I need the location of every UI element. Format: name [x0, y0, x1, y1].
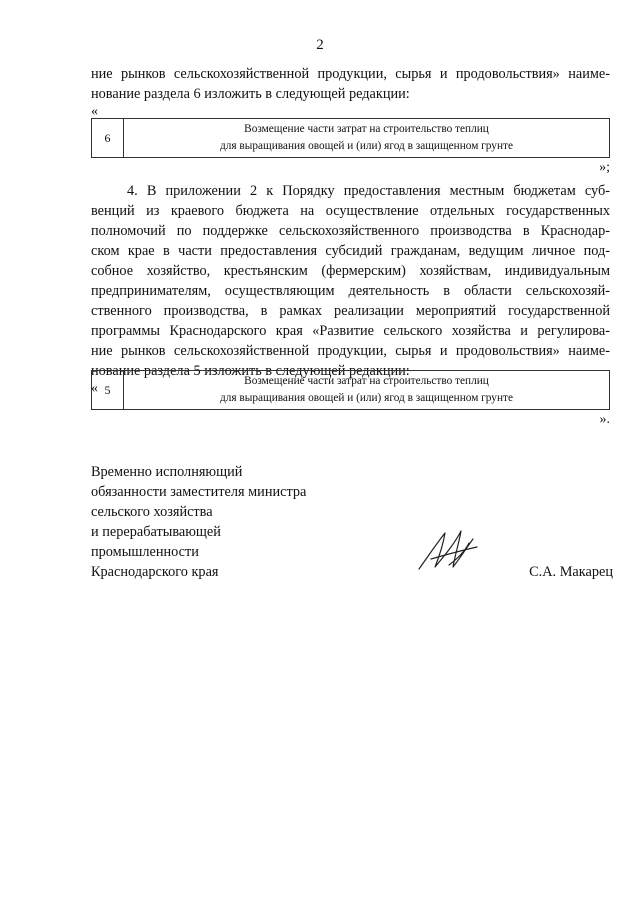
signatory-line-2: обязанности заместителя министра	[91, 484, 307, 500]
close-quote-2: ».	[599, 412, 610, 427]
para2-line-9: ние рынков сельскохозяйственной продукции, сырья и продовольствия» наиме-	[91, 343, 610, 359]
para2-line-1: 4. В приложении 2 к Порядку предоставления местным бюджетам суб-	[127, 183, 610, 199]
signatory-line-6: Краснодарского края	[91, 564, 219, 580]
table1-section-title	[124, 119, 610, 158]
para2-line-8: программы Краснодарского края «Развитие сельского хозяйства и регулирова-	[91, 323, 610, 339]
signatory-line-5: промышленности	[91, 544, 199, 560]
close-quote-1: »;	[599, 160, 610, 175]
section-table-6	[91, 118, 610, 158]
para1-line-1: ние рынков сельскохозяйственной продукции, сырья и продовольствия» наиме-	[91, 66, 610, 82]
page-number: 2	[316, 37, 324, 53]
signatory-line-1: Временно исполняющий	[91, 464, 243, 480]
table2-title-line-2: для выращивания овощей и (или) ягод в защищенном грунте	[220, 392, 513, 404]
para1-line-2: нование раздела 6 изложить в следующей редакции:	[91, 86, 410, 102]
table2-section-number: 5	[92, 371, 124, 410]
table2-section-title	[124, 371, 610, 410]
signer-name: С.А. Макарец	[529, 564, 613, 580]
open-quote-1: «	[91, 104, 98, 119]
section-table-5	[91, 370, 610, 410]
table2-title-line-1: Возмещение части затрат на строительство теплиц	[244, 375, 489, 387]
para2-line-7: ственного производства, в рамках реализации мероприятий государственной	[91, 303, 610, 319]
table1-title-line-2: для выращивания овощей и (или) ягод в защищенном грунте	[220, 140, 513, 152]
table1-title-line-1: Возмещение части затрат на строительство теплиц	[244, 123, 489, 135]
para2-line-2: венций из краевого бюджета на осуществление отдельных государственных	[91, 203, 610, 219]
signatory-line-4: и перерабатывающей	[91, 524, 221, 540]
signatory-line-3: сельского хозяйства	[91, 504, 213, 520]
para2-line-6: предпринимателям, осуществляющим деятельность в области сельскохозяй-	[91, 283, 610, 299]
para2-line-4: ском крае в части предоставления субсидий гражданам, ведущим личное под-	[91, 243, 610, 259]
para2-line-5: собное хозяйство, крестьянским (фермерским) хозяйствам, индивидуальным	[91, 263, 610, 279]
para2-line-3: полномочий по поддержке сельскохозяйственного производства в Краснодар-	[91, 223, 610, 239]
table1-section-number: 6	[92, 119, 124, 158]
open-quote-2: «	[91, 381, 98, 396]
handwritten-signature	[415, 525, 487, 573]
para2-line-10: нование раздела 5 изложить в следующей редакции:	[91, 363, 410, 379]
